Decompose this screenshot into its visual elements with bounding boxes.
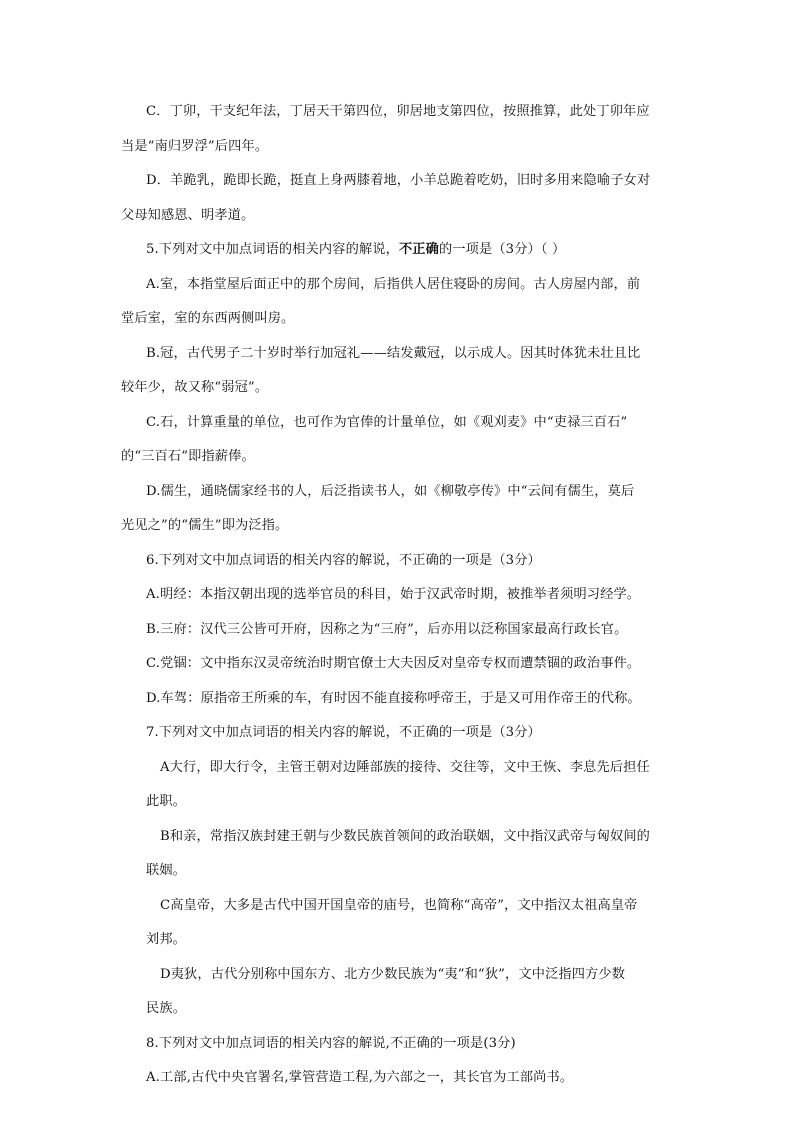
question-7-option-c-line-1: C高皇帝，大多是古代中国开国皇帝的庙号，也简称“高帝”，文中指汉太祖高皇帝 (160, 898, 638, 913)
question-5-option-c-line-1: C.石，计算重量的单位，也可作为官俸的计量单位，如《观刈麦》中“吏禄三百石” (146, 415, 628, 430)
question-7-option-b-line-2: 联姻。 (146, 863, 187, 878)
question-6-stem: 6.下列对文中加点词语的相关内容的解说，不正确的一项是（3分） (146, 553, 541, 568)
question-5-stem (146, 241, 565, 259)
option-d-line-2: 父母知感恩、明孝道。 (121, 208, 255, 223)
option-d-line-1: D．羊跪乳，跪即长跪，挺直上身两膝着地，小羊总跪着吃奶，旧时多用来隐喻子女对 (146, 173, 651, 188)
question-7-option-b-line-1: B和亲，常指汉族封建王朝与少数民族首领间的政治联姻，文中指汉武帝与匈奴间的 (160, 829, 650, 844)
question-7-option-a-line-1: A大行，即大行令，主管王朝对边陲部族的接待、交往等，文中王恢、李息先后担任 (160, 760, 650, 775)
option-c-line-2: 当是“南归罗浮”后四年。 (121, 139, 269, 154)
question-6-option-c: C.党锢：文中指东汉灵帝统治时期官僚士大夫因反对皇帝专权而遭禁锢的政治事件。 (146, 656, 641, 671)
question-5-option-d-line-2: 光见之”的“儒生”即为泛指。 (121, 518, 289, 533)
question-5-option-b-line-1: B.冠，古代男子二十岁时举行加冠礼——结发戴冠，以示成人。因其时体犹未壮且比 (146, 346, 641, 361)
question-7-option-d-line-1: D夷狄，古代分别称中国东方、北方少数民族为“夷”和“狄”，文中泛指四方少数 (160, 967, 626, 982)
question-5-option-a-line-2: 堂后室，室的东西两侧叫房。 (121, 311, 295, 326)
question-6-option-b: B.三府：汉代三公皆可开府，因称之为“三府”，后亦用以泛称国家最高行政长官。 (146, 622, 628, 637)
question-5-option-d-line-1: D.儒生，通晓儒家经书的人，后泛指读书人，如《柳敬亭传》中“云间有儒生，莫后 (146, 484, 635, 499)
question-8-stem: 8.下列对文中加点词语的相关内容的解说,不正确的一项是(3分) (146, 1036, 516, 1051)
question-8-option-a: A.工部,古代中央官署名,掌管营造工程,为六部之一，其长官为工部尚书。 (146, 1070, 574, 1085)
question-5-prefix: 5.下列对文中加点词语的相关内容的解说， (146, 242, 399, 257)
question-5-emphasis: 不正确 (398, 242, 439, 257)
question-7-option-d-line-2: 民族。 (146, 1001, 187, 1016)
question-7-option-c-line-2: 刘邦。 (146, 932, 187, 947)
question-5-option-c-line-2: 的“三百石”即指薪俸。 (121, 449, 255, 464)
question-7-option-a-line-2: 此职。 (146, 794, 187, 809)
question-5-suffix: 的一项是（3分）（ ） (438, 242, 566, 257)
question-7-stem: 7.下列对文中加点词语的相关内容的解说，不正确的一项是（3分） (146, 725, 541, 740)
question-6-option-a: A.明经：本指汉朝出现的选举官员的科目，始于汉武帝时期，被推举者须明习经学。 (146, 587, 641, 602)
question-5-option-b-line-2: 较年少，故又称“弱冠”。 (121, 380, 269, 395)
question-5-option-a-line-1: A.室，本指堂屋后面正中的那个房间，后指供人居住寝卧的房间。古人房屋内部，前 (146, 277, 641, 292)
option-c-line-1: C．丁卯，干支纪年法，丁居天干第四位，卯居地支第四位，按照推算，此处丁卯年应 (146, 104, 650, 119)
question-6-option-d: D.车驾：原指帝王所乘的车，有时因不能直接称呼帝王，于是又可用作帝王的代称。 (146, 691, 641, 706)
